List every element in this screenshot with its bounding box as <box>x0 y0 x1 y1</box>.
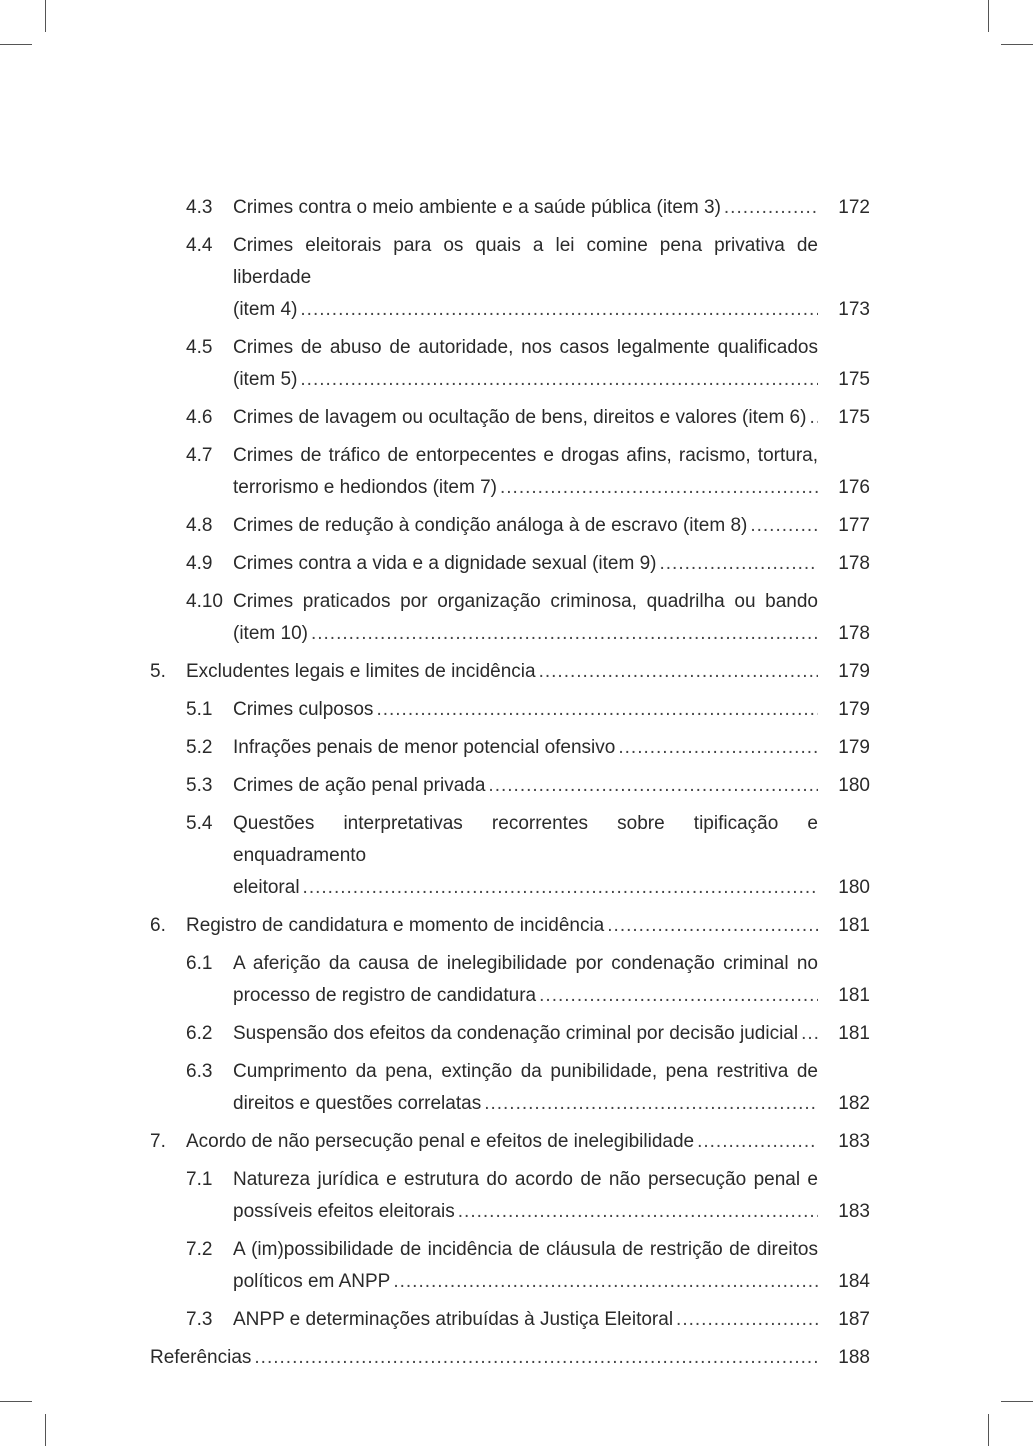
toc-entry-page-number: 172 <box>838 197 870 218</box>
toc-entry-title: políticos em ANPP <box>233 1271 391 1292</box>
toc-entry-number: 7. <box>150 1131 166 1152</box>
toc-entry-title: Natureza jurídica e estrutura do acordo de não persecução penal e <box>233 1169 818 1190</box>
toc-entry-title: direitos e questões correlatas <box>233 1093 482 1114</box>
toc-entry[interactable] <box>150 910 870 942</box>
toc-entry[interactable] <box>150 656 870 688</box>
toc-entry-title: Excludentes legais e limites de incidência <box>186 661 536 682</box>
toc-entry-title: Suspensão dos efeitos da condenação criminal por decisão judicial <box>233 1023 799 1044</box>
toc-entry-number: 6.3 <box>186 1061 213 1082</box>
toc-entry-page-number: 183 <box>838 1201 870 1222</box>
toc-entry-page-number: 175 <box>838 369 870 390</box>
toc-entry-title: Questões interpretativas recorrentes sobre tipificação e enquadramento <box>233 813 818 866</box>
toc-entry-number: 6.1 <box>186 953 213 974</box>
toc-entry-title: A (im)possibilidade de incidência de cláusula de restrição de direitos <box>233 1239 818 1260</box>
toc-entry-page-number: 179 <box>838 699 870 720</box>
toc-entry-page-number: 175 <box>838 407 870 428</box>
toc-entry[interactable] <box>150 948 870 1012</box>
toc-entry[interactable] <box>150 510 870 542</box>
toc-entry-number: 6. <box>150 915 166 936</box>
toc-entry-title: ANPP e determinações atribuídas à Justiça Eleitoral <box>233 1309 674 1330</box>
toc-entry[interactable] <box>150 1018 870 1050</box>
dot-leader <box>500 472 818 504</box>
toc-entry[interactable] <box>150 808 870 904</box>
toc-entry-number: 4.8 <box>186 515 213 536</box>
toc-entry-number: 4.3 <box>186 197 213 218</box>
toc-entry[interactable] <box>150 440 870 504</box>
toc-entry-number: 5.1 <box>186 699 213 720</box>
toc-entry-page-number: 180 <box>838 877 870 898</box>
toc-entry[interactable] <box>150 1126 870 1158</box>
toc-entry-number: 4.9 <box>186 553 213 574</box>
dot-leader <box>300 364 818 396</box>
crop-mark <box>0 1401 32 1402</box>
dot-leader <box>697 1126 818 1158</box>
toc-entry-page-number: 181 <box>838 915 870 936</box>
toc-entry-title: (item 10) <box>233 623 308 644</box>
crop-mark <box>988 0 989 32</box>
toc-entry[interactable] <box>150 1234 870 1298</box>
toc-entry-number: 4.7 <box>186 445 213 466</box>
toc-entry-number: 4.4 <box>186 235 213 256</box>
toc-entry-page-number: 177 <box>838 515 870 536</box>
toc-entry[interactable] <box>150 1164 870 1228</box>
toc-entry-number: 5.3 <box>186 775 213 796</box>
crop-mark <box>45 1414 46 1446</box>
toc-entry[interactable] <box>150 548 870 580</box>
toc-entry-page-number: 184 <box>838 1271 870 1292</box>
toc-entry-title: Referências <box>150 1347 252 1368</box>
toc-entry[interactable] <box>150 230 870 326</box>
toc-entry-title: Crimes de tráfico de entorpecentes e drogas afins, racismo, tortura, <box>233 445 818 466</box>
toc-entry-number: 4.10 <box>186 591 223 612</box>
toc-entry-title: (item 4) <box>233 299 298 320</box>
dot-leader <box>484 1088 818 1120</box>
dot-leader <box>393 1266 818 1298</box>
toc-entry-number: 4.5 <box>186 337 213 358</box>
toc-entry-title: terrorismo e hediondos (item 7) <box>233 477 497 498</box>
dot-leader <box>750 510 818 542</box>
toc-entry-title: Crimes de ação penal privada <box>233 775 486 796</box>
toc-entry-title: Registro de candidatura e momento de incidência <box>186 915 605 936</box>
toc-entry-title: Cumprimento da pena, extinção da punibilidade, pena restritiva de <box>233 1061 818 1082</box>
toc-entry-number: 5. <box>150 661 166 682</box>
dot-leader <box>801 1018 818 1050</box>
toc-entry-title: Crimes eleitorais para os quais a lei comine pena privativa de liberdade <box>233 235 818 288</box>
toc-entry-title: possíveis efeitos eleitorais <box>233 1201 455 1222</box>
dot-leader <box>254 1342 818 1374</box>
toc-entry-title: Crimes de redução à condição análoga à de escravo (item 8) <box>233 515 748 536</box>
toc-entry-title: processo de registro de candidatura <box>233 985 537 1006</box>
toc-entry-title: eleitoral <box>233 877 300 898</box>
toc-entry-title: Crimes de lavagem ou ocultação de bens, direitos e valores (item 6) <box>233 407 807 428</box>
crop-mark <box>0 44 32 45</box>
toc-entry-page-number: 179 <box>838 737 870 758</box>
toc-entry-number: 7.1 <box>186 1169 213 1190</box>
toc-entry-title: Crimes de abuso de autoridade, nos casos legalmente qualificados <box>233 337 818 358</box>
dot-leader <box>488 770 818 802</box>
toc-entry-number: 5.4 <box>186 813 213 834</box>
toc-entry-page-number: 181 <box>838 985 870 1006</box>
toc-entry-page-number: 182 <box>838 1093 870 1114</box>
dot-leader <box>607 910 818 942</box>
toc-entry[interactable] <box>150 770 870 802</box>
dot-leader <box>311 618 818 650</box>
toc-entry-number: 6.2 <box>186 1023 213 1044</box>
toc-entry-number: 7.2 <box>186 1239 213 1260</box>
toc-entry[interactable] <box>150 1342 870 1374</box>
dot-leader <box>539 656 818 688</box>
toc-entry-title: Acordo de não persecução penal e efeitos de inelegibilidade <box>186 1131 695 1152</box>
toc-entry-title: (item 5) <box>233 369 298 390</box>
dot-leader <box>300 294 818 326</box>
table-of-contents <box>150 192 870 1380</box>
dot-leader <box>676 1304 818 1336</box>
crop-mark <box>1001 1401 1033 1402</box>
toc-entry-title: Crimes contra o meio ambiente e a saúde pública (item 3) <box>233 197 721 218</box>
toc-entry-page-number: 188 <box>838 1347 870 1368</box>
toc-entry-title: Crimes culposos <box>233 699 374 720</box>
toc-entry[interactable] <box>150 694 870 726</box>
toc-entry[interactable] <box>150 332 870 396</box>
toc-entry-page-number: 173 <box>838 299 870 320</box>
dot-leader <box>724 192 818 224</box>
toc-entry[interactable] <box>150 586 870 650</box>
toc-entry-page-number: 178 <box>838 553 870 574</box>
crop-mark <box>988 1414 989 1446</box>
dot-leader <box>539 980 818 1012</box>
toc-entry-title: A aferição da causa de inelegibilidade por condenação criminal no <box>233 953 818 974</box>
toc-entry[interactable] <box>150 402 870 434</box>
toc-entry[interactable] <box>150 1304 870 1336</box>
toc-entry-page-number: 179 <box>838 661 870 682</box>
toc-entry-page-number: 176 <box>838 477 870 498</box>
crop-mark <box>45 0 46 32</box>
toc-entry-number: 5.2 <box>186 737 213 758</box>
toc-entry-page-number: 181 <box>838 1023 870 1044</box>
toc-entry[interactable] <box>150 1056 870 1120</box>
toc-entry-page-number: 187 <box>838 1309 870 1330</box>
toc-entry[interactable] <box>150 732 870 764</box>
dot-leader <box>303 872 818 904</box>
crop-mark <box>1001 44 1033 45</box>
dot-leader <box>458 1196 818 1228</box>
dot-leader <box>659 548 818 580</box>
dot-leader <box>618 732 818 764</box>
toc-entry-page-number: 178 <box>838 623 870 644</box>
toc-entry-title: Crimes contra a vida e a dignidade sexual (item 9) <box>233 553 657 574</box>
dot-leader <box>809 402 818 434</box>
toc-entry-title: Crimes praticados por organização criminosa, quadrilha ou bando <box>233 591 818 612</box>
dot-leader <box>376 694 818 726</box>
toc-entry-number: 7.3 <box>186 1309 213 1330</box>
toc-entry[interactable] <box>150 192 870 224</box>
toc-entry-title: Infrações penais de menor potencial ofensivo <box>233 737 616 758</box>
toc-entry-page-number: 180 <box>838 775 870 796</box>
toc-entry-page-number: 183 <box>838 1131 870 1152</box>
toc-entry-number: 4.6 <box>186 407 213 428</box>
